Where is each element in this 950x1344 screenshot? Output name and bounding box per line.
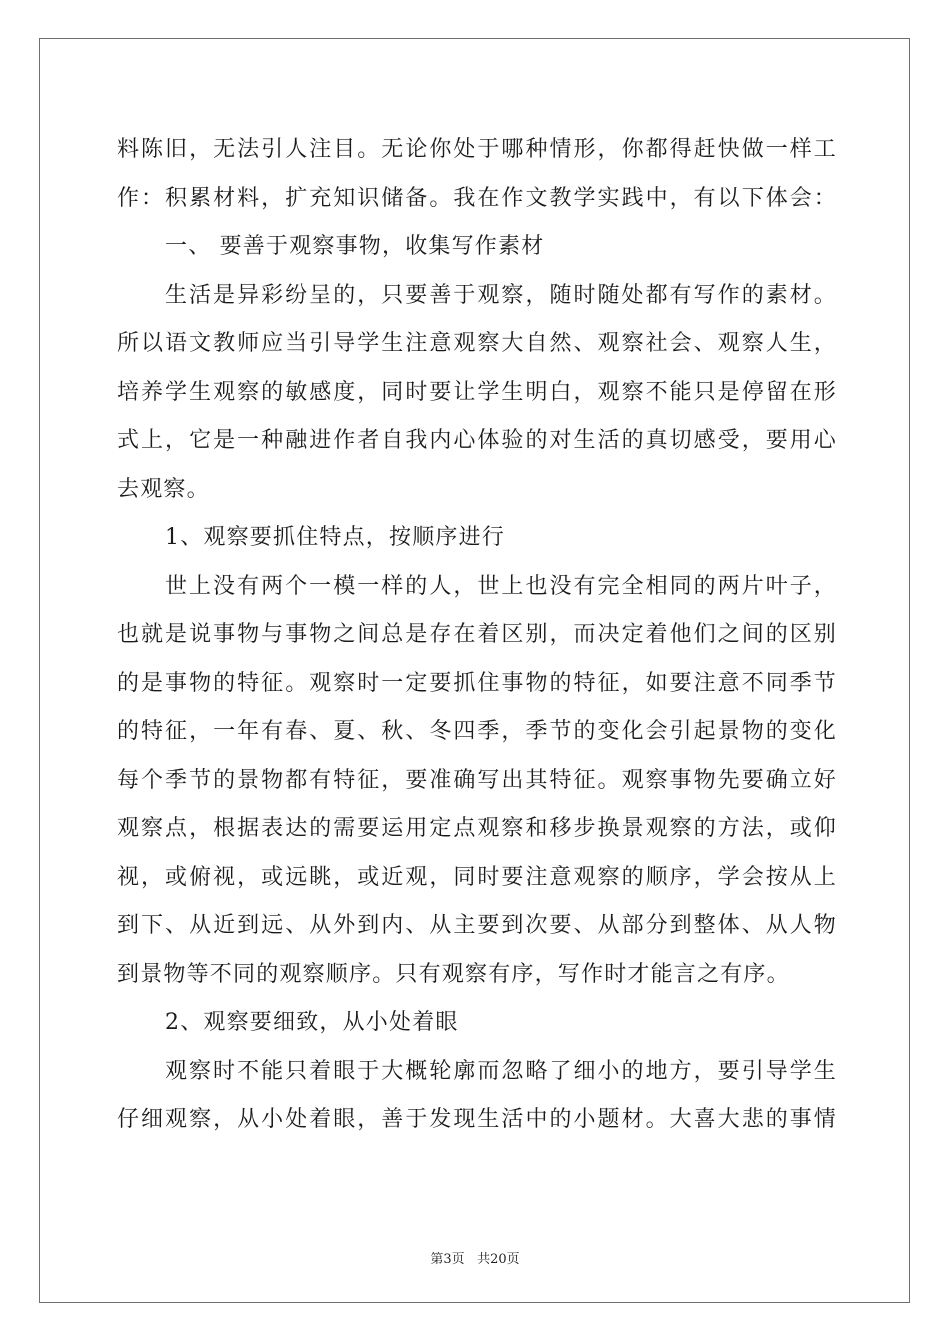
subsection-heading: 1、观察要抓住特点，按顺序进行	[165, 525, 505, 550]
page-number: 第3页	[430, 1252, 465, 1267]
text-line: 视，或俯视，或远眺，或近观，同时要注意观察的顺序，学会按从上	[117, 864, 837, 890]
paragraph-first-line: 观察时不能只着眼于大概轮廓而忽略了细小的地方，要引导学生	[165, 1058, 837, 1084]
text-line: 所以语文教师应当引导学生注意观察大自然、观察社会、观察人生，	[117, 331, 837, 356]
document-body	[117, 126, 837, 1145]
text-line: 料陈旧，无法引人注目。无论你处于哪种情形，你都得赶快做一样工	[117, 137, 837, 162]
paragraph-first-line: 生活是异彩纷呈的，只要善于观察，随时随处都有写作的素材。	[165, 282, 837, 308]
section-heading: 一、 要善于观察事物，收集写作素材	[165, 234, 545, 259]
paragraph-first-line: 世上没有两个一模一样的人，世上也没有完全相同的两片叶子，	[165, 573, 837, 599]
text-line: 仔细观察，从小处着眼，善于发现生活中的小题材。大喜大悲的事情	[117, 1107, 837, 1132]
page-footer	[0, 1248, 950, 1267]
text-line: 到景物等不同的观察顺序。只有观察有序，写作时才能言之有序。	[117, 961, 790, 987]
text-line: 每个季节的景物都有特征，要准确写出其特征。观察事物先要确立好	[117, 767, 837, 793]
text-line: 的特征，一年有春、夏、秋、冬四季，季节的变化会引起景物的变化	[117, 719, 837, 744]
text-line: 培养学生观察的敏感度，同时要让学生明白，观察不能只是停留在形	[117, 379, 837, 405]
text-line: 去观察。	[117, 476, 210, 502]
text-line: 也就是说事物与事物之间总是存在着区别，而决定着他们之间的区别	[117, 622, 837, 647]
subsection-heading: 2、观察要细致，从小处着眼	[165, 1010, 459, 1035]
text-line: 的是事物的特征。观察时一定要抓住事物的特征，如要注意不同季节	[117, 670, 837, 696]
text-line: 式上，它是一种融进作者自我内心体验的对生活的真切感受，要用心	[117, 428, 837, 453]
text-line: 到下、从近到远、从外到内、从主要到次要、从部分到整体、从人物	[117, 913, 837, 938]
text-line: 作：积累材料，扩充知识储备。我在作文教学实践中，有以下体会：	[117, 185, 837, 211]
page-total: 共20页	[477, 1252, 520, 1267]
text-line: 观察点，根据表达的需要运用定点观察和移步换景观察的方法，或仰	[117, 816, 837, 841]
